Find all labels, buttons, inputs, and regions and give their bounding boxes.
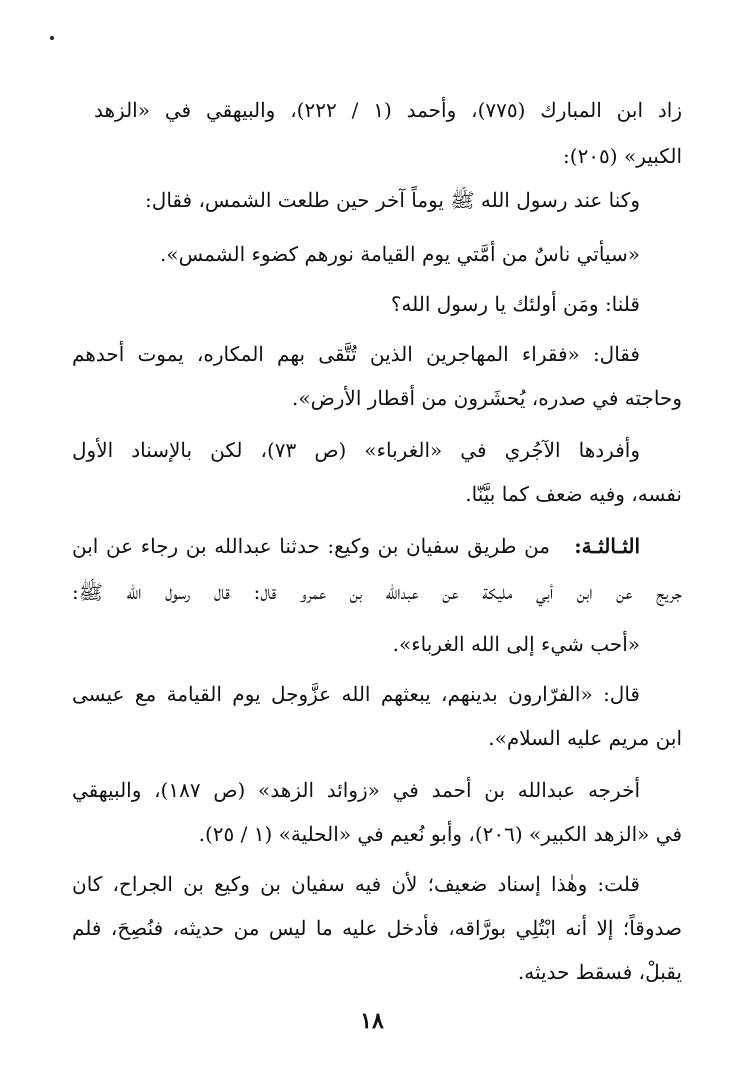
text-line-18: صدوقاً؛ إلا أنه ابْتُلِي بورَّاقه، فأدخل عليه ما ليس من حديثه، فنُصِحَ، فلم xyxy=(72,916,682,940)
text-line-11: جريج عن ابن أبي مليكة عن عبدالله بن عمرو قال: قال رسول الله ﷺ: xyxy=(72,580,682,604)
text-line-17: قلت: وهٰذا إسناد ضعيف؛ لأن فيه سفيان بن وكيع بن الجراح، كان xyxy=(72,872,640,896)
text-line-10: من طريق سفيان بن وكيع: حدثنا عبدالله بن رجاء عن ابن xyxy=(72,534,550,558)
text-line-13: قال: «الفرّارون بدينهم، يبعثهم الله عزَّوجل يوم القيامة مع عيسى xyxy=(72,682,640,706)
text-line-5: قلنا: ومَن أولئك يا رسول الله؟ xyxy=(390,292,640,316)
text-line-4: «سيأتي ناسٌ من أمَّتي يوم القيامة نورهم كضوء الشمس». xyxy=(160,242,640,266)
text-line-8: وأفردها الآجُري في «الغرباء» (ص ٧٣)، لكن بالإسناد الأول xyxy=(72,438,640,462)
text-line-16: في «الزهد الكبير» (٢٠٦)، وأبو نُعيم في «الحلية» (١ / ٢٥). xyxy=(198,822,682,846)
text-line-2: الكبير» (٢٠٥): xyxy=(563,144,682,168)
section-label-third: الثـالثـة: xyxy=(574,534,640,558)
page-number: ١٨ xyxy=(360,1008,384,1034)
text-line-7: وحاجته في صدره، يُحشَرون من أقطار الأرض». xyxy=(292,386,682,410)
text-line-3: وكنا عند رسول الله ﷺ يوماً آخر حين طلعت الشمس، فقال: xyxy=(145,188,640,212)
text-line-1: زاد ابن المبارك (٧٧٥)، وأحمد (١ / ٢٢٢)، والبيهقي في «الزهد xyxy=(94,98,682,122)
text-line-15: أخرجه عبدالله بن أحمد في «زوائد الزهد» (ص ١٨٧)، والبيهقي xyxy=(72,778,640,802)
text-line-14: ابن مريم عليه السلام». xyxy=(488,726,682,750)
text-line-9: نفسه، وفيه ضعف كما بيَّنّا. xyxy=(465,482,682,506)
margin-dot xyxy=(50,36,54,40)
text-line-12: «أحب شيء إلى الله الغرباء». xyxy=(392,632,640,656)
text-line-19: يقبلْ، فسقط حديثه. xyxy=(517,960,682,984)
text-line-6: فقال: «فقراء المهاجرين الذين تُتَّقى بهم المكاره، يموت أحدهم xyxy=(72,342,640,366)
